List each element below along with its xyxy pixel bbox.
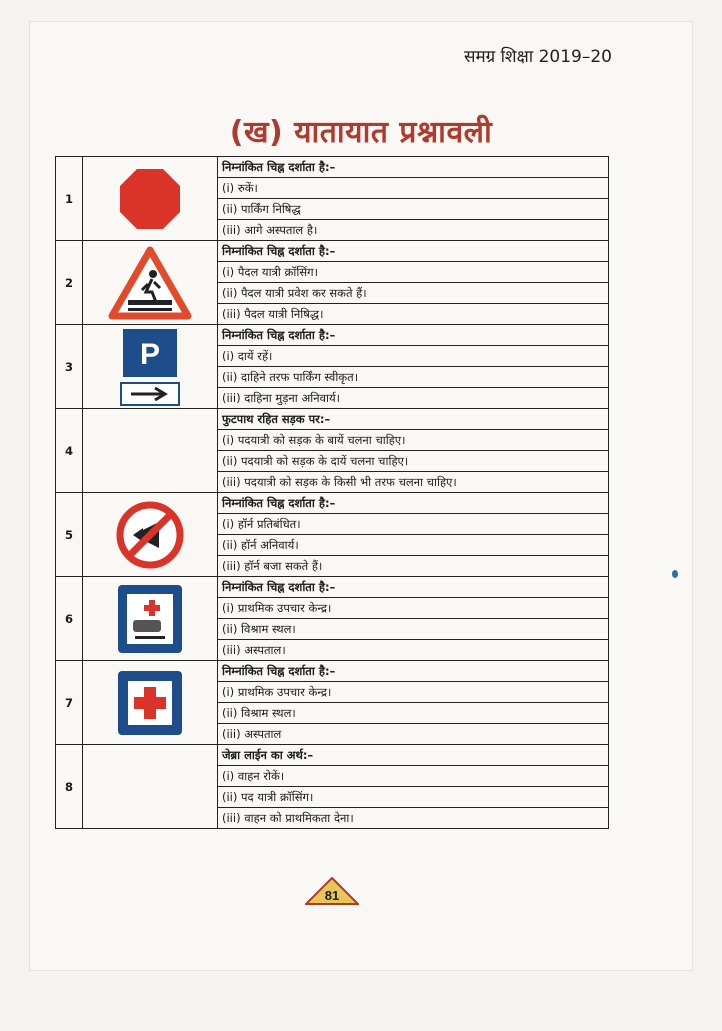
question-number: 2 xyxy=(56,241,83,325)
question-number: 4 xyxy=(56,409,83,493)
table-row xyxy=(56,325,609,346)
table-row xyxy=(56,157,609,178)
question-number: 1 xyxy=(56,157,83,241)
answer-option: (i) वाहन रोकें। xyxy=(218,766,609,787)
answer-option: (ii) विश्राम स्थल। xyxy=(218,703,609,724)
answer-option: (ii) दाहिने तरफ पार्किंग स्वीकृत। xyxy=(218,367,609,388)
answer-option: (iii) दाहिना मुड़ना अनिवार्य। xyxy=(218,388,609,409)
answer-option: (i) हॉर्न प्रतिबंधित। xyxy=(218,514,609,535)
answer-option: (ii) पद यात्री क्रॉसिंग। xyxy=(218,787,609,808)
question-text: निम्नांकित चिह्न दर्शाता है:– xyxy=(218,157,609,178)
question-number: 5 xyxy=(56,493,83,577)
answer-option: (iii) वाहन को प्राथमिकता देना। xyxy=(218,808,609,829)
table-row xyxy=(56,409,609,430)
question-text: निम्नांकित चिह्न दर्शाता है:– xyxy=(218,325,609,346)
table-row xyxy=(56,241,609,262)
question-number: 8 xyxy=(56,745,83,829)
answer-option: (ii) पार्किंग निषिद्ध xyxy=(218,199,609,220)
parking-right-icon xyxy=(83,325,218,409)
answer-option: (ii) पैदल यात्री प्रवेश कर सकते हैं। xyxy=(218,283,609,304)
question-text: फुटपाथ रहित सड़क पर:– xyxy=(218,409,609,430)
table-row xyxy=(56,661,609,682)
question-text: निम्नांकित चिह्न दर्शाता है:– xyxy=(218,493,609,514)
question-text: निम्नांकित चिह्न दर्शाता है:– xyxy=(218,577,609,598)
answer-option: (iii) पदयात्री को सड़क के किसी भी तरफ चलना चाहिए। xyxy=(218,472,609,493)
answer-option: (i) दायें रहें। xyxy=(218,346,609,367)
question-number: 7 xyxy=(56,661,83,745)
question-text: निम्नांकित चिह्न दर्शाता है:– xyxy=(218,661,609,682)
answer-option: (i) पदयात्री को सड़क के बायें चलना चाहिए। xyxy=(218,430,609,451)
ink-dot xyxy=(672,570,678,578)
answer-option: (iii) आगे अस्पताल है। xyxy=(218,220,609,241)
answer-option: (iii) पैदल यात्री निषिद्ध। xyxy=(218,304,609,325)
hospital-cross-icon xyxy=(83,661,218,745)
no-horn-icon xyxy=(83,493,218,577)
answer-option: (iii) अस्पताल। xyxy=(218,640,609,661)
question-text: निम्नांकित चिह्न दर्शाता है:– xyxy=(218,241,609,262)
empty-sign-cell xyxy=(83,409,218,493)
question-number: 6 xyxy=(56,577,83,661)
question-text: जेब्रा लाईन का अर्थ:– xyxy=(218,745,609,766)
first-aid-post-icon xyxy=(83,577,218,661)
answer-option: (ii) पदयात्री को सड़क के दायें चलना चाहिए। xyxy=(218,451,609,472)
answer-option: (ii) विश्राम स्थल। xyxy=(218,619,609,640)
page-number-badge xyxy=(305,877,359,905)
table-row xyxy=(56,577,609,598)
page-title: (ख) यातायात प्रश्नावली xyxy=(229,115,493,150)
stop-octagon-icon xyxy=(83,157,218,241)
answer-option: (i) रुकें। xyxy=(218,178,609,199)
answer-option: (i) प्राथमिक उपचार केन्द्र। xyxy=(218,598,609,619)
answer-option: (ii) हॉर्न अनिवार्य। xyxy=(218,535,609,556)
answer-option: (iii) अस्पताल xyxy=(218,724,609,745)
answer-option: (iii) हॉर्न बजा सकते हैं। xyxy=(218,556,609,577)
page-number: 81 xyxy=(324,888,340,903)
question-number: 3 xyxy=(56,325,83,409)
question-table xyxy=(55,156,609,829)
table-row xyxy=(56,745,609,766)
answer-option: (i) प्राथमिक उपचार केन्द्र। xyxy=(218,682,609,703)
table-row xyxy=(56,493,609,514)
header-text: समग्र शिक्षा 2019–20 xyxy=(463,47,612,67)
svg-text:P: P xyxy=(139,337,161,371)
answer-option: (i) पैदल यात्री क्रॉसिंग। xyxy=(218,262,609,283)
pedestrian-crossing-icon xyxy=(83,241,218,325)
empty-sign-cell xyxy=(83,745,218,829)
